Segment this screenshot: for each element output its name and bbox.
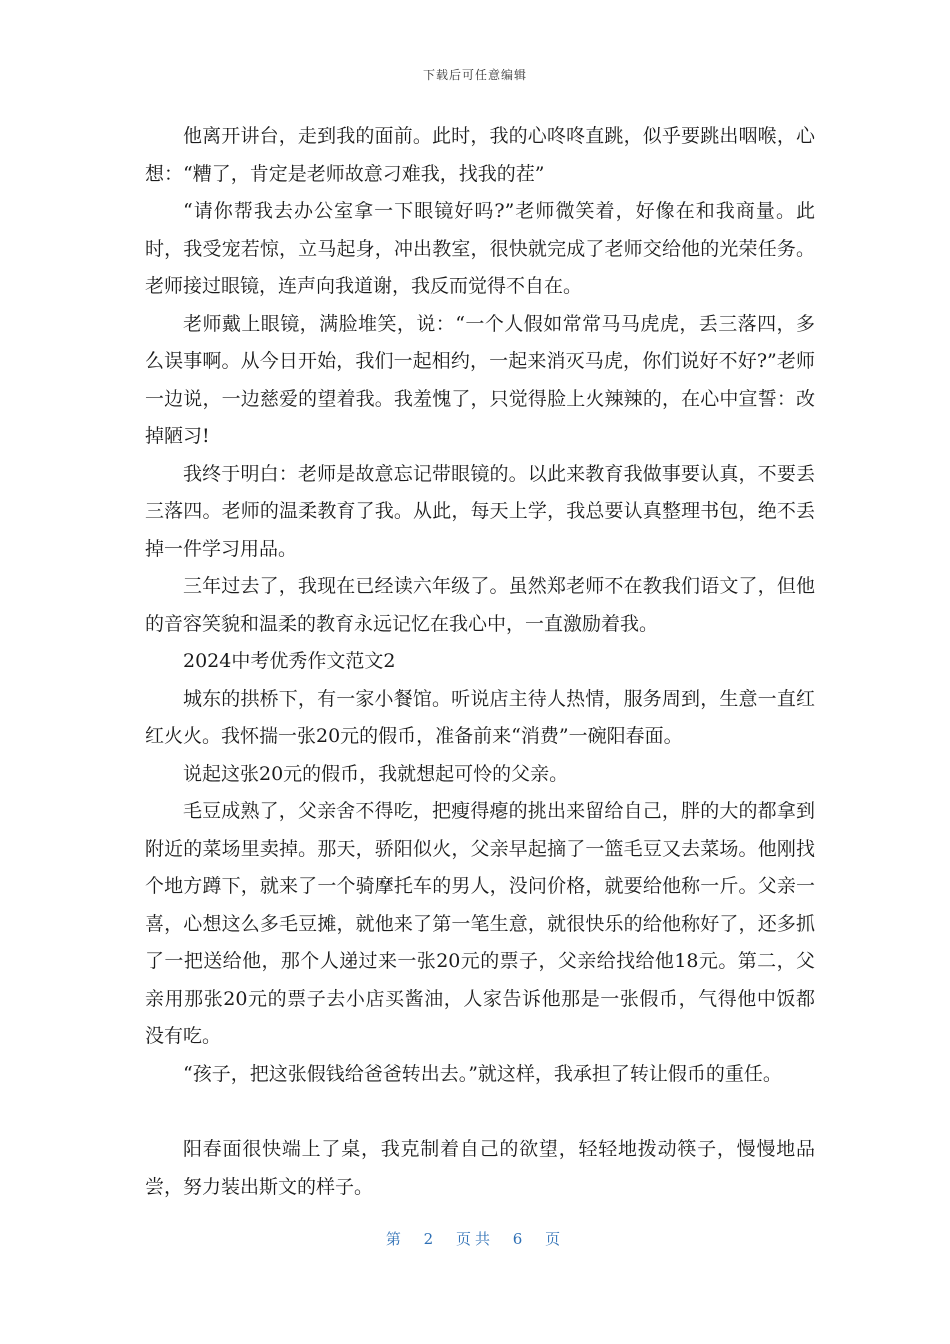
paragraph-gap [145,1093,815,1131]
paragraph: 城东的拱桥下，有一家小餐馆。听说店主待人热情，服务周到，生意一直红红火火。我怀揣一张20元的假币，准备前来“消费”一碗阳春面。 [145,687,815,747]
paragraph: 他离开讲台，走到我的面前。此时，我的心咚咚直跳，似乎要跳出咽喉，心想：“糟了，肯定是老师故意刁难我，找我的茬” [145,125,815,185]
paragraph: 毛豆成熟了，父亲舍不得吃，把瘦得瘪的挑出来留给自己，胖的大的都拿到附近的菜场里卖掉。那天，骄阳似火，父亲早起摘了一篮毛豆又去菜场。他刚找个地方蹲下，就来了一个骑摩托车的男人，没问价格，就要给他称一斤。父亲一喜，心想这么多毛豆摊，就他来了第一笔生意，就很快乐的给他称好了，还多抓了一把送给他，那个人递过来一张20元的票子，父亲给找给他18元。第二，父亲用那张20元的票子去小店买酱油，人家告诉他那是一张假币，气得他中饭都没有吃。 [145,800,815,1047]
paragraph: 三年过去了，我现在已经读六年级了。虽然郑老师不在教我们语文了，但他的音容笑貌和温柔的教育永远记忆在我心中，一直激励着我。 [145,575,815,635]
page-number: 第 2 页共 6 页 [385,1230,565,1248]
paragraph: 我终于明白：老师是故意忘记带眼镜的。以此来教育我做事要认真，不要丢三落四。老师的温柔教育了我。从此，每天上学，我总要认真整理书包，绝不丢掉一件学习用品。 [145,462,815,560]
document-body [145,118,815,1206]
section-title: 2024中考优秀作文范文2 [183,650,396,672]
paragraph: 阳春面很快端上了桌，我克制着自己的欲望，轻轻地拨动筷子，慢慢地品尝，努力装出斯文的样子。 [145,1138,815,1198]
paragraph: 说起这张20元的假币，我就想起可怜的父亲。 [183,762,569,785]
page-header: 下载后可任意编辑 [422,68,527,82]
paragraph: “孩子，把这张假钱给爸爸转出去。”就这样，我承担了转让假币的重任。 [183,1062,782,1085]
paragraph: “请你帮我去办公室拿一下眼镜好吗?”老师微笑着，好像在和我商量。此时，我受宠若惊，立马起身，冲出教室，很快就完成了老师交给他的光荣任务。老师接过眼镜，连声向我道谢，我反而觉得不自在。 [145,200,815,297]
paragraph: 老师戴上眼镜，满脸堆笑，说：“一个人假如常常马马虎虎，丢三落四，多么误事啊。从今日开始，我们一起相约，一起来消灭马虎，你们说好不好?”老师一边说，一边慈爱的望着我。我羞愧了，只觉得脸上火辣辣的，在心中宣誓：改掉陋习! [145,312,815,447]
